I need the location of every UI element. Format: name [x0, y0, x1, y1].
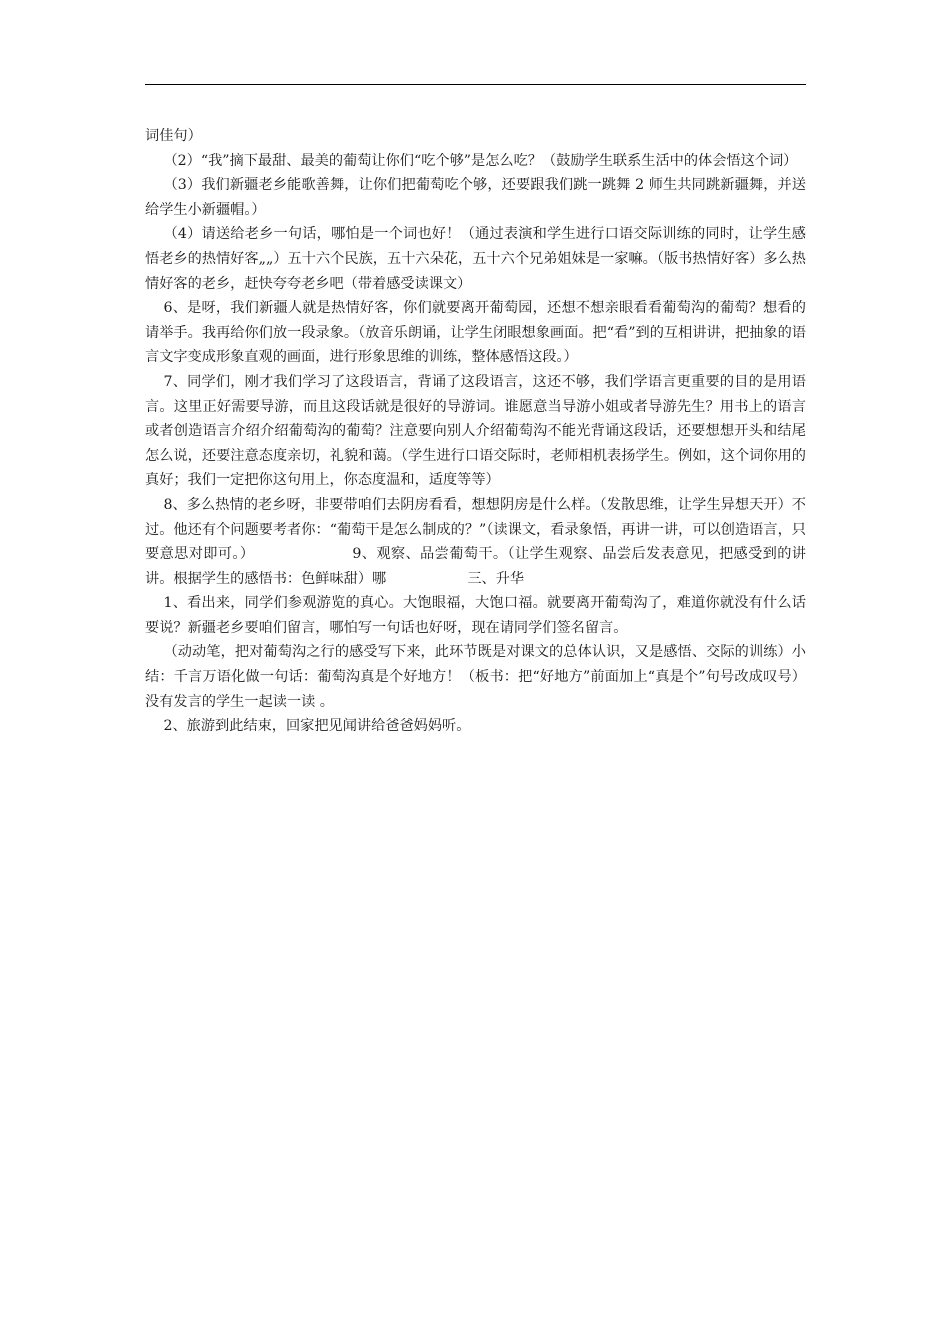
header-rule: [145, 84, 806, 85]
paragraph: （动动笔，把对葡萄沟之行的感受写下来，此环节既是对课文的总体认识，又是感悟、交际的训练）小结：千言万语化做一句话：葡萄沟真是个好地方！（板书：把“好地方”前面加上“真是个”句号改成叹号）没有发言的学生一起读一读 。: [145, 644, 806, 710]
paragraph: 6、是呀，我们新疆人就是热情好客，你们就要离开葡萄园，还想不想亲眼看看葡萄沟的葡萄？想看的请举手。我再给你们放一段录象。（放音乐朗诵，让学生闭眼想象画面。把“看”到的互相讲讲，把抽象的语言文字变成形象直观的画面，进行形象思维的训练，整体感悟这段。）: [145, 300, 806, 366]
paragraph: 词佳句）: [145, 128, 202, 144]
paragraph: 2、旅游到此结束，回家把见闻讲给爸爸妈妈听。: [163, 718, 471, 735]
paragraph: （2）“我”摘下最甜、最美的葡萄让你们“吃个够”是怎么吃？（鼓励学生联系生活中的体会悟这个词）: [163, 152, 798, 169]
paragraph: 7、同学们，刚才我们学习了这段语言，背诵了这段语言，这还不够，我们学语言更重要的目的是用语言。这里正好需要导游，而且这段话就是很好的导游词。谁愿意当导游小姐或者导游先生？用书上的语言或者创造语言介绍介绍葡萄沟的葡萄？注意要向别人介绍葡萄沟不能光背诵这段话，还要想想开头和结尾怎么说，还要注意态度亲切，礼貌和蔼。（学生进行口语交际时，老师相机表扬学生。例如，这个词你用的真好；我们一定把你这句用上，你态度温和，适度等等）: [145, 373, 806, 489]
paragraph: 1、看出来，同学们参观游览的真心。大饱眼福，大饱口福。就要离开葡萄沟了，难道你就没有什么话要说？新疆老乡要咱们留言，哪怕写一句话也好呀，现在请同学们签名留言。: [145, 595, 806, 636]
document-body: [145, 124, 806, 739]
paragraph: （3）我们新疆老乡能歌善舞，让你们把葡萄吃个够，还要跟我们跳一跳舞 2 师生共同跳新疆舞，并送给学生小新疆帽。）: [145, 177, 806, 218]
paragraph: 8、多么热情的老乡呀，非要带咱们去阴房看看，想想阴房是什么样。（发散思维，让学生异想天开）不过。他还有个问题要考者你：“葡萄干是怎么制成的？”（读课文，看录象悟，再讲一讲，可以创造语言，只要意思对即可。） 9、观察、品尝葡萄干。（让学生观察、品尝后发表意见，把感受到的讲讲。根据学生的感悟书：色鲜味甜）哪 三、升华: [145, 496, 806, 587]
paragraph: （4）请送给老乡一句话，哪怕是一个词也好！（通过表演和学生进行口语交际训练的同时，让学生感悟老乡的热情好客„„）五十六个民族，五十六朵花，五十六个兄弟姐妹是一家嘛。（版书热情好客）多么热情好客的老乡，赶快夸夸老乡吧（带着感受读课文）: [145, 226, 806, 292]
